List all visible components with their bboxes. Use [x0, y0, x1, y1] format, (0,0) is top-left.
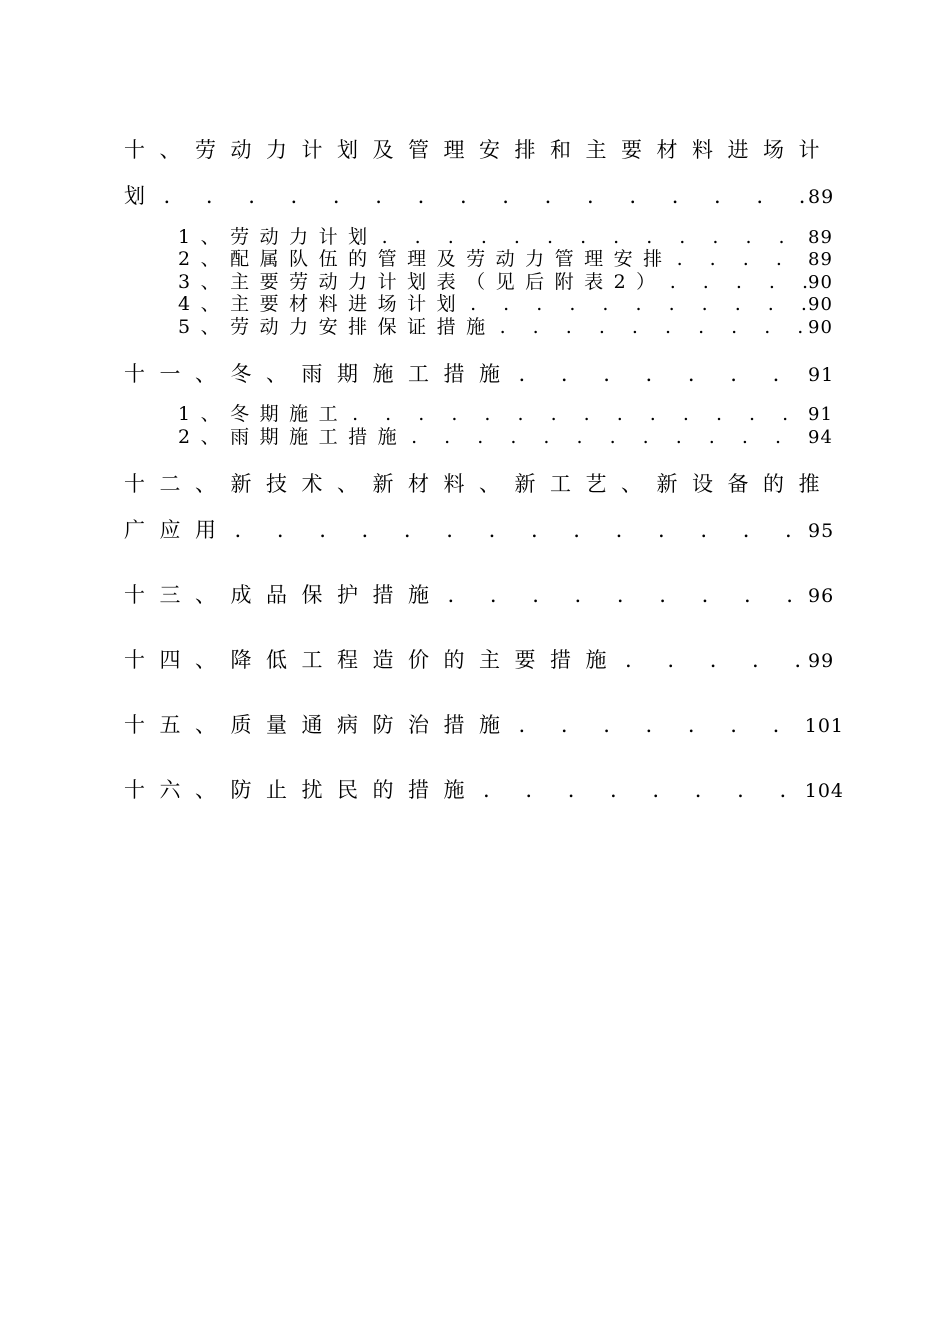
toc-leader-dots [407, 426, 808, 448]
toc-entry-label: 3、主要劳动力计划表（见后附表2） [178, 271, 666, 293]
toc-entry-10-line1[interactable] [124, 134, 844, 164]
toc-leader-dots [378, 226, 808, 248]
toc-entry-label: 十、劳动力计划及管理安排和主要材料进场计 [124, 138, 834, 162]
toc-leader-dots [515, 362, 809, 386]
toc-entry-label: 2、雨期施工措施 [178, 426, 408, 448]
toc-entry-label: 1、劳动力计划 [178, 226, 378, 248]
toc-subentry-10-4[interactable] [178, 293, 844, 316]
toc-leader-dots [496, 316, 808, 338]
toc-entry-label: 1、冬期施工 [178, 403, 349, 425]
toc-leader-dots [515, 713, 805, 737]
toc-page-number: 101 [804, 715, 844, 737]
toc-page-number: 90 [808, 294, 833, 315]
toc-page-number: 104 [804, 780, 844, 802]
toc-leader-dots [479, 778, 805, 802]
toc-entry-15[interactable] [124, 709, 844, 739]
toc-page-number: 90 [808, 272, 833, 293]
toc-leader-dots [444, 583, 809, 607]
toc-page-number: 96 [808, 585, 835, 607]
toc-page-number: 89 [808, 227, 833, 248]
toc-entry-14[interactable] [124, 644, 844, 674]
toc-leader-dots [666, 271, 808, 293]
toc-leader-dots [621, 648, 808, 672]
toc-entry-11[interactable] [124, 358, 844, 388]
toc-entry-10-line2[interactable] [124, 180, 844, 210]
toc-page-number: 95 [808, 520, 835, 542]
toc-entry-label: 十二、新技术、新材料、新工艺、新设备的推 [124, 472, 834, 496]
toc-page-number: 91 [808, 364, 835, 386]
toc-entry-12-line2[interactable] [124, 514, 844, 544]
toc-entry-12-line1[interactable] [124, 468, 844, 498]
toc-subentry-10-2[interactable] [178, 248, 844, 271]
toc-entry-label: 十五、质量通病防治措施 [124, 713, 515, 737]
toc-subentry-11-1[interactable] [178, 403, 844, 426]
toc-leader-dots [231, 518, 809, 542]
toc-entry-16[interactable] [124, 774, 844, 804]
toc-entry-label: 5、劳动力安排保证措施 [178, 316, 496, 338]
toc-subentry-10-5[interactable] [178, 316, 844, 339]
toc-leader-dots [673, 248, 808, 270]
toc-page-number: 99 [808, 650, 835, 672]
toc-page-number: 89 [808, 186, 835, 208]
toc-entry-label: 十三、成品保护措施 [124, 583, 444, 607]
toc-page-number: 89 [808, 249, 833, 270]
toc-entry-label: 2、配属队伍的管理及劳动力管理安排 [178, 248, 673, 270]
toc-entry-label: 十一、冬、雨期施工措施 [124, 362, 515, 386]
toc-subentry-10-3[interactable] [178, 271, 844, 294]
toc-entry-label: 划 [124, 184, 160, 208]
toc-page-number: 90 [808, 317, 833, 338]
toc-leader-dots [466, 293, 808, 315]
toc-entry-label: 广应用 [124, 518, 231, 542]
toc-leader-dots [348, 403, 808, 425]
toc-subentry-10-1[interactable] [178, 226, 844, 249]
toc-page-number: 91 [808, 404, 833, 425]
toc-entry-label: 十四、降低工程造价的主要措施 [124, 648, 621, 672]
toc-entry-label: 十六、防止扰民的措施 [124, 778, 479, 802]
toc-leader-dots [160, 184, 809, 208]
toc-page-number: 94 [808, 427, 833, 448]
toc-entry-13[interactable] [124, 579, 844, 609]
toc-entry-label: 4、主要材料进场计划 [178, 293, 467, 315]
toc-subentry-11-2[interactable] [178, 426, 844, 449]
